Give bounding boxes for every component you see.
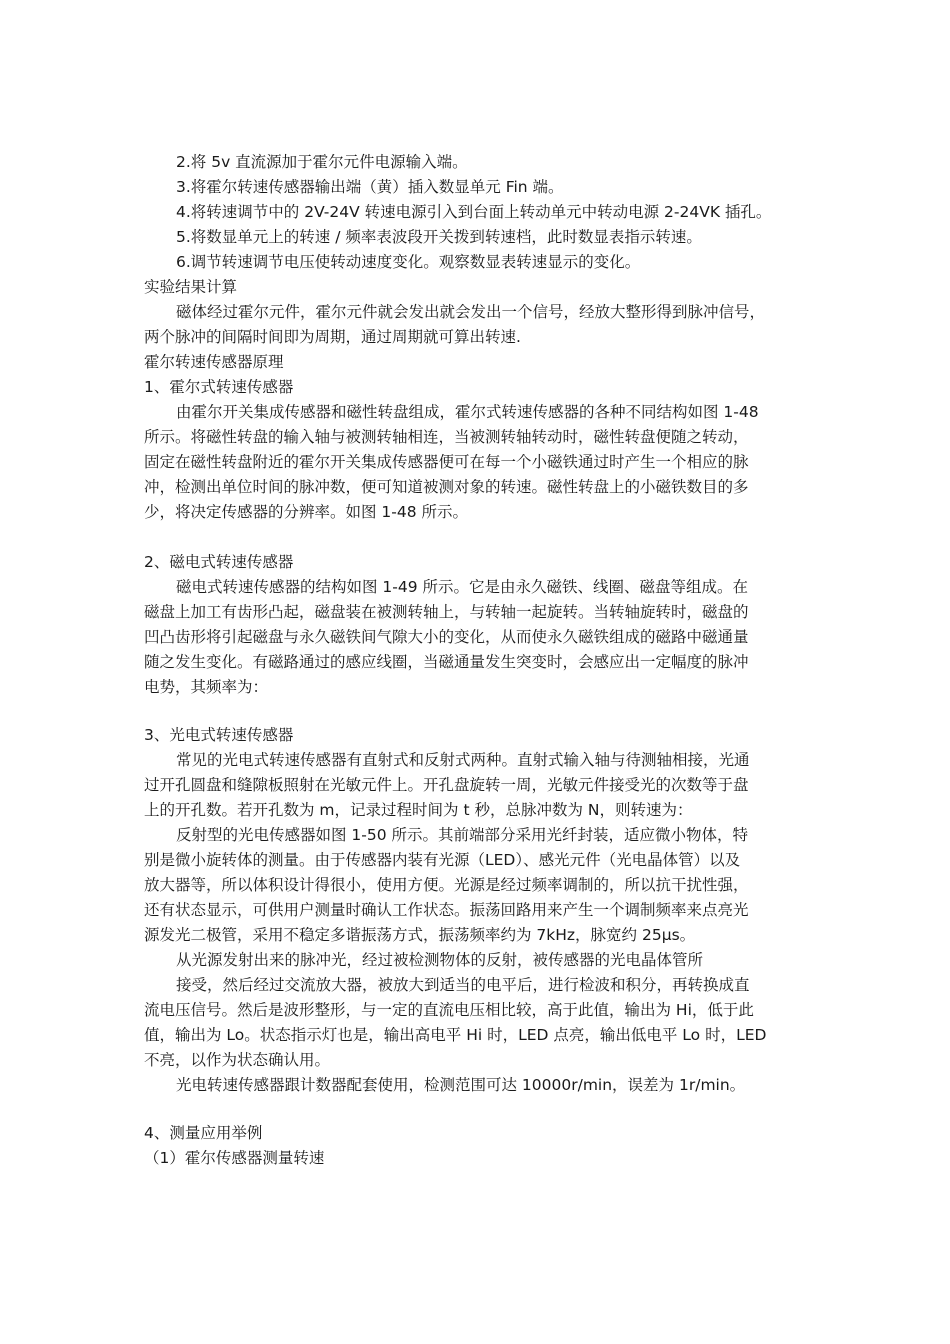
section-2-para-line: 磁电式转速传感器的结构如图 1-49 所示。它是由永久磁铁、线圈、磁盘等组成。在 bbox=[176, 578, 749, 596]
section-3-para2-line: 反射型的光电传感器如图 1-50 所示。其前端部分采用光纤封装，适应微小物体，特 bbox=[176, 826, 749, 844]
section-3-para1-line: 常见的光电式转速传感器有直射式和反射式两种。直射式输入轴与待测轴相接，光通 bbox=[176, 751, 750, 769]
section-2-para-line: 随之发生变化。有磁路通过的感应线圈，当磁通量发生突变时，会感应出一定幅度的脉冲 bbox=[144, 653, 749, 671]
section-3-para2-line: 还有状态显示，可供用户测量时确认工作状态。振荡回路用来产生一个调制频率来点亮光 bbox=[144, 901, 749, 919]
section-1-para-line: 由霍尔开关集成传感器和磁性转盘组成，霍尔式转速传感器的各种不同结构如图 1-48 bbox=[176, 403, 759, 421]
section-3-para3-line: 从光源发射出来的脉冲光，经过被检测物体的反射，被传感器的光电晶体管所 bbox=[176, 951, 704, 969]
section-2-para-line: 磁盘上加工有齿形凸起，磁盘装在被测转轴上，与转轴一起旋转。当转轴旋转时，磁盘的 bbox=[144, 603, 749, 621]
section-3-para2-line: 放大器等，所以体积设计得很小，使用方便。光源是经过频率调制的，所以抗干扰性强， bbox=[144, 876, 749, 894]
step-2: 2.将 5v 直流源加于霍尔元件电源输入端。 bbox=[176, 153, 468, 171]
section-1-heading: 1、霍尔式转速传感器 bbox=[144, 378, 294, 396]
step-6: 6.调节转速调节电压使转动速度变化。观察数显表转速显示的变化。 bbox=[176, 253, 641, 271]
results-para-line: 磁体经过霍尔元件，霍尔元件就会发出就会发出一个信号，经放大整形得到脉冲信号， bbox=[176, 303, 766, 321]
step-3: 3.将霍尔转速传感器输出端（黄）插入数显单元 Fin 端。 bbox=[176, 178, 564, 196]
section-2-para-line: 凹凸齿形将引起磁盘与永久磁铁间气隙大小的变化，从而使永久磁铁组成的磁路中磁通量 bbox=[144, 628, 749, 646]
section-3-para3-line: 接受，然后经过交流放大器，被放大到适当的电平后，进行检波和积分，再转换成直 bbox=[176, 976, 750, 994]
step-5: 5.将数显单元上的转速 / 频率表波段开关拨到转速档，此时数显表指示转速。 bbox=[176, 228, 702, 246]
principle-heading: 霍尔转速传感器原理 bbox=[144, 353, 284, 371]
results-heading: 实验结果计算 bbox=[144, 278, 238, 296]
section-3-para4: 光电转速传感器跟计数器配套使用，检测范围可达 10000r/min，误差为 1r/min。 bbox=[176, 1076, 746, 1094]
section-3-para2-line: 源发光二极管，采用不稳定多谐振荡方式，振荡频率约为 7kHz，脉宽约 25μs。 bbox=[144, 926, 696, 944]
section-4-heading: 4、测量应用举例 bbox=[144, 1124, 263, 1142]
section-1-para-line: 少，将决定传感器的分辨率。如图 1-48 所示。 bbox=[144, 503, 469, 521]
results-para-line: 两个脉冲的间隔时间即为周期，通过周期就可算出转速. bbox=[144, 328, 521, 346]
section-1-para-line: 固定在磁性转盘附近的霍尔开关集成传感器便可在每一个小磁铁通过时产生一个相应的脉 bbox=[144, 453, 749, 471]
section-2-heading: 2、磁电式转速传感器 bbox=[144, 553, 294, 571]
section-3-para3-line: 流电压信号。然后是波形整形，与一定的直流电压相比较，高于此值，输出为 Hi，低于此 bbox=[144, 1001, 754, 1019]
section-3-para3-line: 不亮，以作为状态确认用。 bbox=[144, 1051, 331, 1069]
section-1-para-line: 所示。将磁性转盘的输入轴与被测转轴相连，当被测转轴转动时，磁性转盘便随之转动， bbox=[144, 428, 749, 446]
step-4: 4.将转速调节中的 2V-24V 转速电源引入到台面上转动单元中转动电源 2-24VK 插孔。 bbox=[176, 203, 772, 221]
section-2-para-line: 电势，其频率为： bbox=[144, 678, 269, 696]
section-3-para1-line: 上的开孔数。若开孔数为 m，记录过程时间为 t 秒，总脉冲数为 N，则转速为： bbox=[144, 801, 693, 819]
section-1-para-line: 冲，检测出单位时间的脉冲数，便可知道被测对象的转速。磁性转盘上的小磁铁数目的多 bbox=[144, 478, 749, 496]
section-3-para1-line: 过开孔圆盘和缝隙板照射在光敏元件上。开孔盘旋转一周，光敏元件接受光的次数等于盘 bbox=[144, 776, 749, 794]
section-3-para2-line: 别是微小旋转体的测量。由于传感器内装有光源（LED）、感光元件（光电晶体管）以及 bbox=[144, 851, 741, 869]
section-3-heading: 3、光电式转速传感器 bbox=[144, 726, 294, 744]
section-3-para3-line: 值，输出为 Lo。状态指示灯也是，输出高电平 Hi 时，LED 点亮，输出低电平 Lo 时，LED bbox=[144, 1026, 767, 1044]
section-4-sub1: （1）霍尔传感器测量转速 bbox=[144, 1149, 325, 1167]
